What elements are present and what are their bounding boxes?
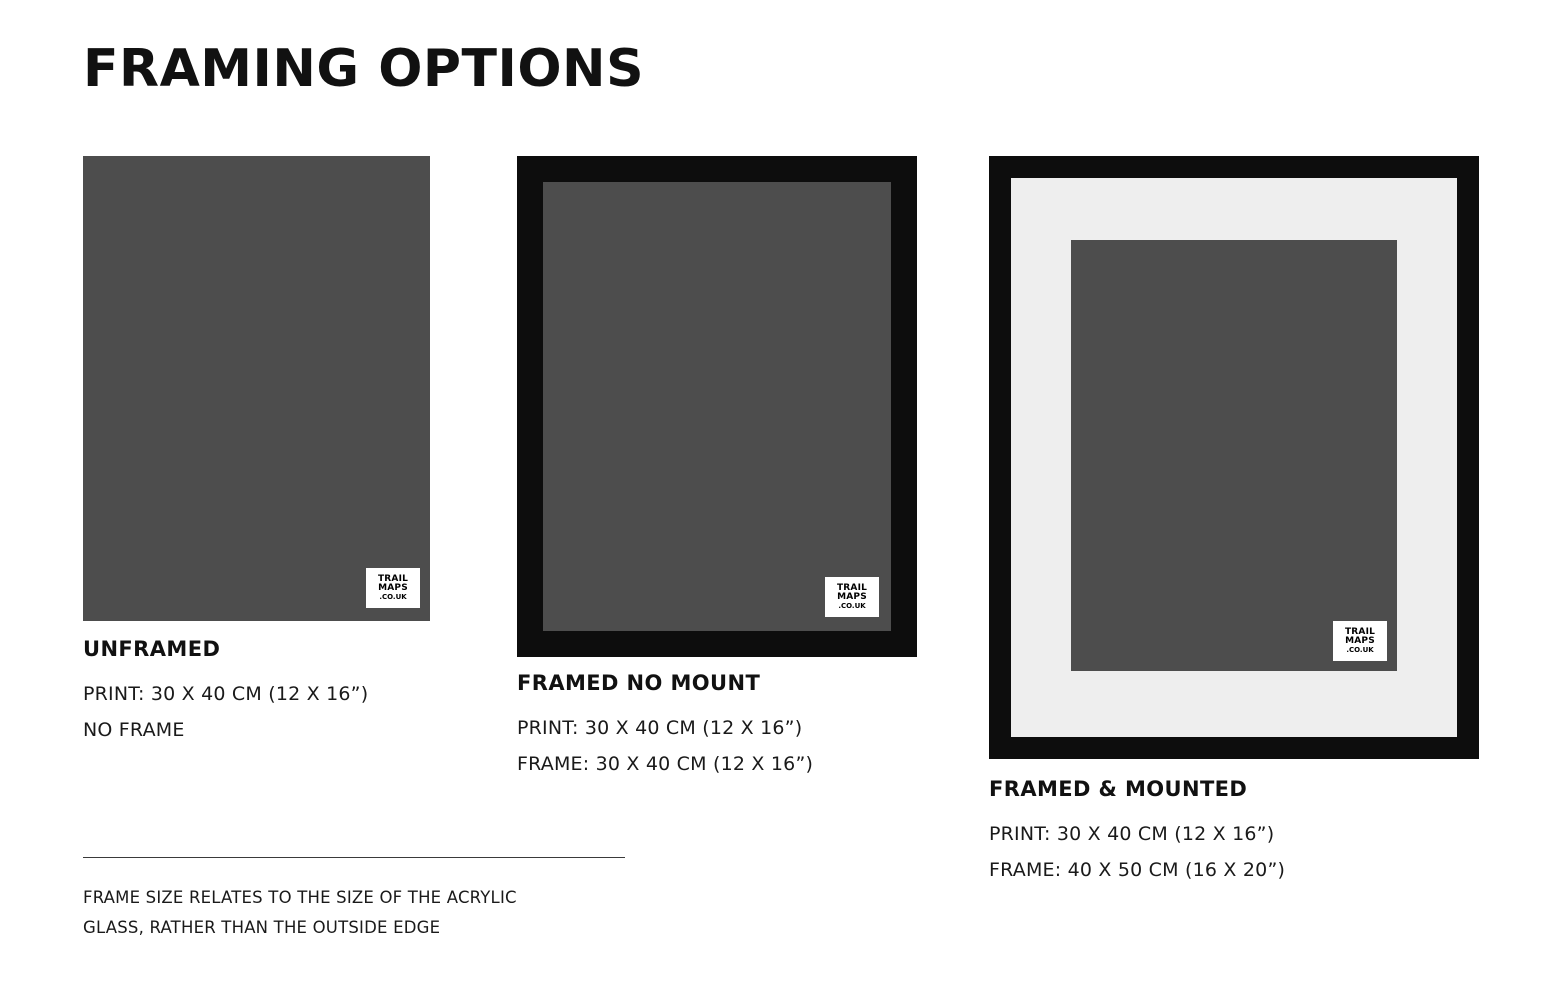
option-framed-and-mounted-spec-print: PRINT: 30 X 40 CM (12 X 16”) [989, 823, 1275, 845]
print-preview-framed-no-mount [543, 182, 891, 631]
option-unframed-texts [83, 637, 430, 741]
trailmaps-watermark-logo [1333, 621, 1387, 661]
mount-board [1011, 178, 1457, 737]
frame-border-mounted [989, 156, 1479, 759]
page-title: FRAMING OPTIONS [83, 39, 645, 99]
footnote-line-1: FRAME SIZE RELATES TO THE SIZE OF THE ACRYLIC [83, 888, 517, 907]
option-framed-no-mount-spec-print: PRINT: 30 X 40 CM (12 X 16”) [517, 717, 803, 739]
watermark-line-1: TRAIL [836, 583, 868, 594]
option-framed-no-mount-title: FRAMED NO MOUNT [517, 671, 761, 695]
option-framed-no-mount-spec-frame: FRAME: 30 X 40 CM (12 X 16”) [517, 753, 814, 775]
option-framed-and-mounted-texts [989, 777, 1479, 881]
option-unframed [83, 156, 430, 755]
option-framed-no-mount-texts [517, 671, 917, 775]
option-unframed-title: UNFRAMED [83, 637, 221, 661]
option-framed-and-mounted-spec-frame: FRAME: 40 X 50 CM (16 X 20”) [989, 859, 1286, 881]
watermark-line-1: TRAIL [1344, 627, 1376, 638]
option-framed-no-mount [517, 156, 917, 789]
option-framed-and-mounted-title: FRAMED & MOUNTED [989, 777, 1248, 801]
footnote-line-2: GLASS, RATHER THAN THE OUTSIDE EDGE [83, 918, 441, 937]
option-unframed-spec-print: PRINT: 30 X 40 CM (12 X 16”) [83, 683, 369, 705]
divider [83, 857, 625, 858]
watermark-line-2: MAPS [378, 583, 408, 594]
watermark-line-1: TRAIL [377, 574, 409, 585]
watermark-line-3: .CO.UK [379, 592, 407, 601]
option-unframed-spec-frame: NO FRAME [83, 719, 185, 741]
watermark-line-2: MAPS [1345, 636, 1375, 647]
print-preview-unframed [83, 156, 430, 621]
frame-border-no-mount [517, 156, 917, 657]
watermark-line-3: .CO.UK [838, 601, 866, 610]
trailmaps-watermark-logo [825, 577, 879, 617]
trailmaps-watermark-logo [366, 568, 420, 608]
print-preview-framed-mounted [1071, 240, 1397, 671]
watermark-line-2: MAPS [837, 592, 867, 603]
watermark-line-3: .CO.UK [1346, 645, 1374, 654]
option-framed-and-mounted [989, 156, 1479, 895]
footnote [83, 857, 628, 948]
